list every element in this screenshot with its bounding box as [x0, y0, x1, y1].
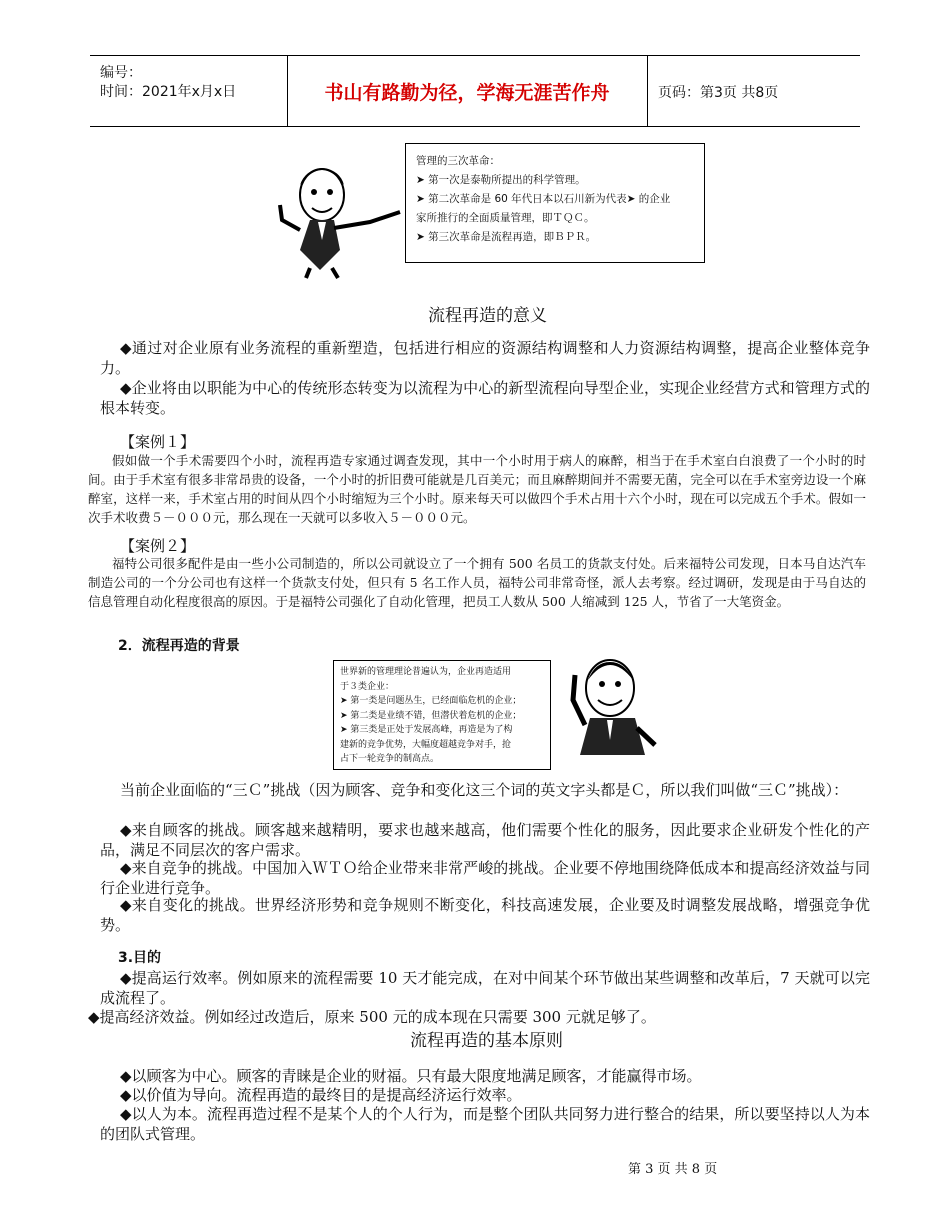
case-title: 【案例２】 [120, 537, 196, 555]
case-text: 福特公司很多配件是由一些小公司制造的，所以公司就设立了一个拥有 500 名员工的货款支付处。后来福特公司发现，日本马自达汽车制造公司的一个分公司也有这样一个货款支付处，但只有 5 名工作人员，福特公司非常奇怪，派人去考察。经过调研，发现是由于马自达的信息管理自动化程度很高的原因。于是福特公司强化了自动化管理，把员工人数从 500 人缩减到 125 人，节省了一大笔资金。 [88, 556, 866, 609]
case-text: 假如做一个手术需要四个小时，流程再造专家通过调查发现，其中一个小时用于病人的麻醉，相当于在手术室白白浪费了一个小时的时间。由于手术室有很多非常昂贵的设备，一个小时的折旧费可能就是几百美元；而且麻醉期间并不需要无菌，完全可以在手术室旁边设一个麻醉室，这样一来，手术室占用的时间从四个小时缩短为三个小时。原来每天可以做四个手术占用十六个小时，现在可以完成五个手术。假如一次手术收费５－０００元，那么现在一天就可以多收入５－０００元。 [88, 453, 866, 525]
note-title: 管理的三次革命： [416, 155, 500, 167]
note-line: ➤ 第二次革命是 60 年代日本以石川新为代表➤ 的企业 [416, 193, 671, 205]
section-title-significance: 流程再造的意义 [428, 306, 547, 326]
paragraph: ◆来自顾客的挑战。顾客越来越精明，要求也越来越高，他们需要个性化的服务，因此要求企业研发个性化的产品，满足不同层次的客户需求。 [100, 821, 870, 859]
paragraph: ◆来自变化的挑战。世界经济形势和竞争规则不断变化，科技高速发展，企业要及时调整发展战略，增强竞争优势。 [100, 896, 870, 934]
cartoon-man-pointing-illustration [270, 150, 410, 280]
note-line: ➤ 第一次是泰勒所提出的科学管理。 [416, 174, 586, 186]
paragraph: ◆以价值为导向。流程再造的最终目的是提高经济运行效率。 [120, 1086, 522, 1104]
management-revolutions-note [405, 143, 705, 263]
paragraph: ◆提高经济效益。例如经过改造后，原来 500 元的成本现在只需要 300 元就足够了。 [88, 1008, 656, 1026]
note-line: 占下一轮竞争的制高点。 [340, 754, 440, 764]
note-line: 世界新的管理理论普遍认为，企业再造适用 [340, 667, 512, 677]
note-line: ➤ 第三类是正处于发展高峰，再造是为了构 [340, 725, 513, 735]
note-line: ➤ 第一类是问题丛生，已经面临危机的企业； [340, 696, 522, 706]
page-header [90, 55, 860, 127]
document-number-label: 编号： [100, 65, 142, 81]
enterprise-types-note [333, 660, 551, 770]
paragraph: ◆以顾客为中心。顾客的青睐是企业的财福。只有最大限度地满足顾客，才能赢得市场。 [120, 1067, 702, 1085]
cartoon-man-raised-finger-illustration [555, 650, 660, 765]
header-meta [90, 56, 288, 126]
document-time-label: 时间：2021年x月x日 [100, 84, 237, 100]
note-line: 家所推行的全面质量管理，即ＴＱＣ。 [416, 212, 595, 224]
paragraph: ◆以人为本。流程再造过程不是某个人的个人行为，而是整个团队共同努力进行整合的结果，所以要坚持以人为本的团队式管理。 [100, 1105, 870, 1143]
header-page-label: 页码：第3页 共8页 [658, 85, 779, 101]
page-footer: 第 3 页 共 8 页 [628, 1162, 718, 1177]
paragraph: ◆来自竞争的挑战。中国加入ＷＴＯ给企业带来非常严峻的挑战。企业要不停地围绕降低成本和提高经济效益与同行企业进行竞争。 [100, 859, 870, 897]
section-title-purpose: 3.目的 [118, 950, 162, 966]
note-line: 建新的竞争优势，大幅度超越竞争对手，抢 [340, 739, 512, 750]
section-title-principles: 流程再造的基本原则 [410, 1031, 563, 1051]
section-title-background: 2．流程再造的背景 [118, 638, 240, 654]
note-line: ➤ 第三次革命是流程再造，即ＢＰＲ。 [416, 231, 597, 243]
paragraph: 当前企业面临的“三Ｃ”挑战（因为顾客、竞争和变化这三个词的英文字头都是Ｃ，所以我们叫做“三Ｃ”挑战）： [120, 781, 849, 799]
paragraph: ◆企业将由以职能为中心的传统形态转变为以流程为中心的新型流程向导型企业，实现企业经营方式和管理方式的根本转变。 [100, 379, 870, 417]
paragraph: ◆提高运行效率。例如原来的流程需要 10 天才能完成，在对中间某个环节做出某些调整和改革后，7 天就可以完成流程了。 [100, 969, 870, 1007]
note-line: ➤ 第二类是业绩不错，但潜伏着危机的企业； [340, 710, 522, 721]
paragraph: ◆通过对企业原有业务流程的重新塑造，包括进行相应的资源结构调整和人力资源结构调整，提高企业整体竞争力。 [100, 339, 870, 377]
header-motto: 书山有路勤为径，学海无涯苦作舟 [287, 56, 648, 126]
note-line: 于３类企业： [340, 681, 395, 692]
case-title: 【案例１】 [120, 433, 196, 451]
